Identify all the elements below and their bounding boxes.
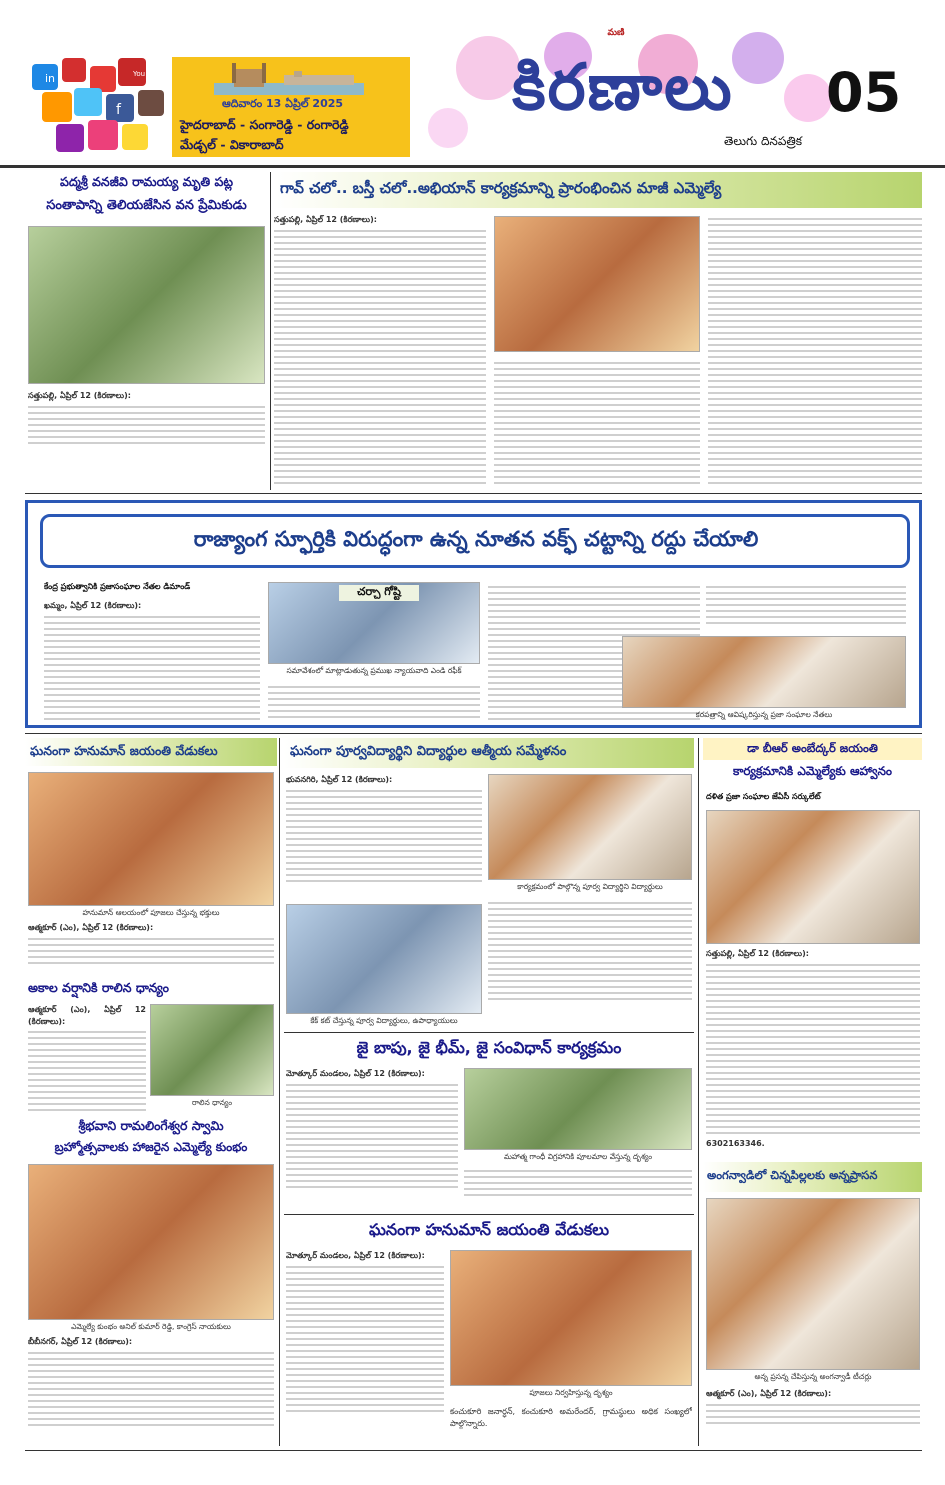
- gaon-chalo-body-left: [274, 214, 486, 486]
- ambedkar-headline-1: డా బీఆర్ అంబేద్కర్ జయంతి: [747, 741, 878, 755]
- anganwadi-dateline: ఆత్మకూర్ (ఎం), ఏప్రిల్ 12 (కిరణాలు):: [706, 1389, 832, 1398]
- waqf-headline-box: [40, 514, 910, 568]
- page-bottom-rule: [25, 1450, 922, 1451]
- column-divider: [279, 738, 280, 1446]
- hanuman2-photo: [450, 1250, 692, 1386]
- social-media-cubes-illustration: [22, 52, 172, 162]
- anganwadi-headline: అంగన్వాడిలో చిన్నపిల్లలకు అన్నప్రాసన: [707, 1168, 878, 1182]
- hanuman2-body: [286, 1250, 444, 1444]
- column-divider: [698, 738, 699, 1446]
- waqf-dateline: ఖమ్మం, ఏప్రిల్ 12 (కిరణాలు):: [44, 601, 142, 610]
- waqf-headline: రాజ్యాంగ స్ఫూర్తికి విరుద్ధంగా ఉన్న నూతన వక్ఫ్ చట్టాన్ని రద్దు చేయాలి: [193, 527, 759, 551]
- masthead: [0, 0, 945, 165]
- alumni-caption-1: కార్యక్రమంలో పాల్గొన్న పూర్వ విద్యార్థిని విద్యార్థులు: [517, 882, 663, 891]
- ambedkar-headline-2: కార్యక్రమానికి ఎమ్మెల్యేకు ఆహ్వానం: [733, 764, 892, 778]
- hanuman1-caption: హనుమాన్ ఆలయంలో పూజలు చేస్తున్న భక్తులు: [82, 908, 220, 917]
- svg-text:in: in: [45, 72, 56, 85]
- rain-caption: రాలిన ధాన్యం: [192, 1098, 232, 1107]
- waqf-body-col4: [706, 582, 906, 634]
- waqf-photo-caption-1: సమావేశంలో మాట్లాడుతున్న ప్రముఖ న్యాయవాది ఎండి రఫీక్: [286, 666, 462, 675]
- ambedkar-contact-number: 6302163346.: [706, 1138, 765, 1148]
- newspaper-name-logo: కిరణాలు: [512, 51, 734, 125]
- rain-headline: అకాల వర్షానికి రాలిన ధాన్యం: [28, 980, 169, 995]
- jai-bapu-body-left: [286, 1068, 458, 1212]
- waqf-photo-caption-2: కరపత్రాన్ని ఆవిష్కరిస్తున్న ప్రజా సంఘాల నేతలు: [695, 710, 833, 719]
- alumni-cake-photo: [286, 904, 482, 1014]
- hanuman1-headline: ఘనంగా హనుమాన్ జయంతి వేడుకలు: [30, 743, 218, 758]
- alumni-headline: ఘనంగా పూర్వవిద్యార్థిని విద్యార్థుల ఆత్మీయ సమ్మేళనం: [290, 744, 567, 759]
- masthead-yellow-banner: [172, 57, 410, 157]
- anganwadi-photo: [706, 1198, 920, 1370]
- jai-bapu-photo: [464, 1068, 692, 1150]
- waqf-meeting-photo: [268, 582, 480, 664]
- srivani-headline-1: శ్రీభవాని రామలింగేశ్వర స్వామి: [78, 1118, 224, 1133]
- srivani-caption: ఎమ్మెల్యే కుంభం అనిల్ కుమార్ రెడ్డి, కాంగ్రెస్ నాయకులు: [71, 1322, 231, 1331]
- gaon-chalo-photo: [494, 216, 700, 352]
- padmasri-photo: [28, 226, 265, 384]
- jai-bapu-dateline: మోత్కూర్ మండలం, ఏప్రిల్ 12 (కిరణాలు):: [286, 1069, 425, 1078]
- gaon-chalo-dateline: సత్తుపల్లి, ఏప్రిల్ 12 (కిరణాలు):: [274, 215, 377, 224]
- padmasri-headline-2: సంతాపాన్ని తెలియజేసిన వన ప్రేమికుడు: [46, 198, 247, 213]
- column-divider: [270, 172, 271, 490]
- svg-text:f: f: [116, 102, 121, 118]
- padmasri-dateline: సత్తుపల్లి, ఏప్రిల్ 12 (కిరణాలు):: [28, 391, 131, 400]
- masthead-divider: [0, 165, 945, 168]
- gaon-chalo-body-right: [708, 214, 922, 486]
- ambedkar-photo: [706, 810, 920, 944]
- section-divider: [284, 1032, 694, 1033]
- newspaper-subtitle: తెలుగు దినపత్రిక: [724, 134, 803, 148]
- jai-bapu-body-right: [464, 1166, 692, 1212]
- alumni-body-left: [286, 774, 482, 898]
- waqf-pamphlet-photo: [622, 636, 906, 708]
- waqf-banner-text: చర్చా గోష్టి: [339, 585, 419, 601]
- alumni-body-right: [488, 898, 692, 1028]
- jai-bapu-headline: జై బాపు, జై భీమ్, జై సంవిధాన్ కార్యక్రమం: [356, 1038, 622, 1057]
- srivani-dateline: బీబీనగర్, ఏప్రిల్ 12 (కిరణాలు):: [28, 1337, 133, 1346]
- srivani-headline-2: బ్రహ్మోత్సవాలకు హాజరైన ఎమ్మెల్యే కుంభం: [54, 1140, 248, 1154]
- srivani-body: [28, 1336, 274, 1444]
- districts-line-1: హైదరాబాద్ - సంగారెడ్డి - రంగారెడ్డి: [180, 117, 349, 132]
- section-divider: [25, 493, 922, 494]
- srivani-photo: [28, 1164, 274, 1320]
- rain-dateline: ఆత్మకూర్ (ఎం), ఏప్రిల్ 12 (కిరణాలు):: [28, 1005, 146, 1026]
- page-number: 05: [826, 61, 902, 124]
- ambedkar-subhead: దళిత ప్రజా సంఘాల జేఏసీ సర్కులేట్: [706, 792, 821, 801]
- gaon-chalo-headline: గావ్ చలో.. బస్తీ చలో..అభియాన్ కార్యక్రమాన్ని ప్రారంభించిన మాజీ ఎమ్మెల్యే: [280, 179, 722, 197]
- masthead-tag: మణి: [607, 28, 625, 38]
- jai-bapu-caption: మహాత్మ గాంధీ విగ్రహానికి పూలమాల వేస్తున్న దృశ్యం: [503, 1152, 653, 1161]
- ambedkar-body: [706, 948, 920, 1156]
- section-divider: [284, 1214, 694, 1215]
- hanuman1-dateline: ఆత్మకూర్ (ఎం), ఏప్రిల్ 12 (కిరణాలు):: [28, 923, 154, 932]
- hanuman1-body: [28, 922, 274, 978]
- alumni-caption-2: కేక్ కట్ చేస్తున్న పూర్వ విద్యార్థులు, ఉపాధ్యాయులు: [310, 1016, 458, 1025]
- rain-photo: [150, 1004, 274, 1096]
- anganwadi-body: [706, 1388, 920, 1444]
- section-divider: [25, 733, 922, 734]
- city-skyline-image: [214, 61, 364, 95]
- hanuman2-headline: ఘనంగా హనుమాన్ జయంతి వేడుకలు: [368, 1220, 610, 1239]
- hanuman2-dateline: మోత్కూర్ మండలం, ఏప్రిల్ 12 (కిరణాలు):: [286, 1251, 425, 1260]
- waqf-body-col2: [268, 682, 480, 722]
- gaon-chalo-story: [274, 172, 922, 490]
- hanuman2-closing: కంచుకూరి జనార్ధన్, కంచుకూరి అమరేందర్, గ్రామస్థులు అధిక సంఖ్యలో పాల్గొన్నారు.: [450, 1407, 692, 1428]
- gaon-chalo-body-middle: [494, 358, 700, 486]
- padmasri-story: [25, 172, 268, 490]
- svg-text:You: You: [133, 70, 146, 78]
- hanuman2-caption: పూజలు నిర్వహిస్తున్న దృశ్యం: [529, 1388, 613, 1397]
- rain-body: [28, 1004, 146, 1116]
- alumni-group-photo: [488, 774, 692, 880]
- padmasri-headline-1: పద్మశ్రీ వనజీవి రామయ్య మృతి పట్ల: [59, 174, 234, 189]
- alumni-dateline: భువనగిరి, ఏప్రిల్ 12 (కిరణాలు):: [286, 775, 393, 784]
- publication-date: ఆదివారం 13 ఏప్రిల్ 2025: [222, 97, 344, 110]
- ambedkar-dateline: సత్తుపల్లి, ఏప్రిల్ 12 (కిరణాలు):: [706, 949, 809, 958]
- districts-line-2: మేడ్చల్ - వికారాబాద్: [180, 137, 284, 152]
- waqf-body-col1: [44, 600, 260, 722]
- waqf-subhead: కేంద్ర ప్రభుత్వానికి ప్రజాసంఘాల నేతల డిమాండ్: [44, 582, 191, 591]
- anganwadi-caption: అన్న ప్రసన్న చేపిస్తున్న అంగన్వాడీ టీచర్లు: [754, 1372, 872, 1381]
- padmasri-body: [28, 390, 265, 488]
- hanuman1-photo: [28, 772, 274, 906]
